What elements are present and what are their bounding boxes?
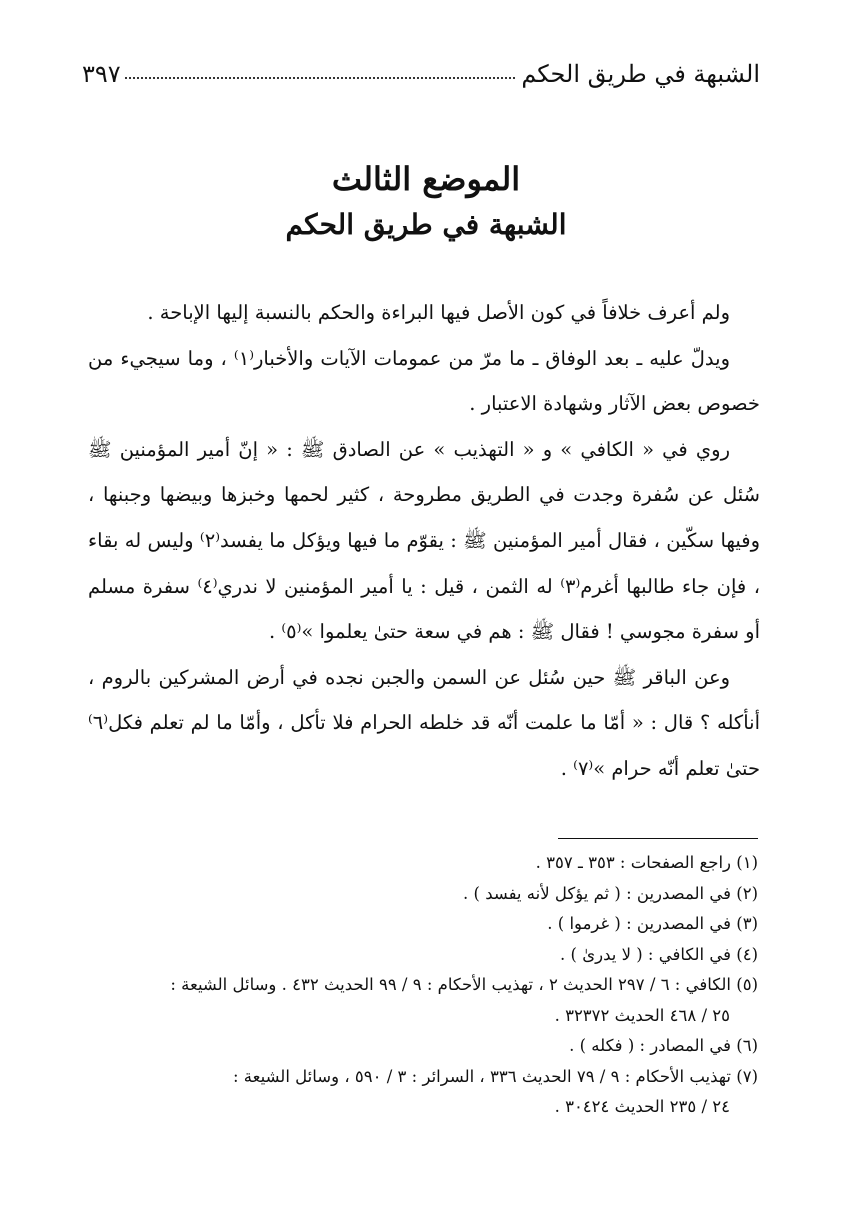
footnote [88, 848, 760, 879]
footnote-text: (٢) في المصدرين : ( ثم يؤكل لأنه يفسد ) . [463, 883, 758, 903]
page-number: ٣٩٧ [82, 60, 121, 88]
paragraph: وعن الباقر ﷺ حين سُئل عن السمن والجبن نجده في أرض المشركين بالروم ، أنأكله ؟ قال : « أمّا ما علمت أنّه قد خلطه الحرام فلا تأكل ، وأمّا ما لم تعلم فكل⁽٦⁾ حتىٰ تعلم أنّه حرام »⁽٧⁾ . [88, 665, 760, 780]
paragraph: روي في « الكافي » و « التهذيب » عن الصادق ﷺ : « إنّ أمير المؤمنين ﷺ سُئل عن سُفرة وجدت في الطريق مطروحة ، كثير لحمها وخبزها وبيضها وجبنها ، وفيها سكّين ، فقال أمير المؤمنين ﷺ : يقوّم ما فيها ويؤكل ما يفسد⁽٢⁾ وليس له بقاء ، فإن جاء طالبها أغرم⁽٣⁾ له الثمن ، قيل : يا أمير المؤمنين لا ندري⁽٤⁾ سفرة مسلم أو سفرة مجوسي ! فقال ﷺ : هم في سعة حتىٰ يعلموا »⁽٥⁾ . [88, 437, 761, 644]
footnote-continuation: ٢٥ / ٤٦٨ الحديث ٣٢٣٧٢ . [554, 1005, 730, 1025]
paragraph: ويدلّ عليه ـ بعد الوفاق ـ ما مرّ من عمومات الآيات والأخبار⁽١⁾ ، وما سيجيء من خصوص بعض الآثار وشهادة الاعتبار . [88, 346, 760, 416]
footnote-continuation: ٢٤ / ٢٣٥ الحديث ٣٠٤٢٤ . [554, 1097, 730, 1116]
section-title: الموضع الثالث [331, 160, 521, 198]
footnote [88, 879, 760, 910]
section-subtitle: الشبهة في طريق الحكم [285, 208, 567, 241]
running-title: الشبهة في طريق الحكم [521, 60, 760, 88]
dot-leader [125, 77, 516, 79]
footnote-separator [558, 838, 758, 839]
footnote-text: (٣) في المصدرين : ( غرموا ) . [547, 914, 758, 933]
footnote-text: (٥) الكافي : ٦ / ٢٩٧ الحديث ٢ ، تهذيب الأحكام : ٩ / ٩٩ الحديث ٤٣٢ . وسائل الشيعة : [170, 975, 758, 994]
footnote-text: (٤) في الكافي : ( لا يدرىٰ ) . [560, 944, 758, 964]
footnote [88, 940, 760, 971]
footnote-text: (٧) تهذيب الأحكام : ٩ / ٧٩ الحديث ٣٣٦ ، السرائر : ٣ / ٥٩٠ ، وسائل الشيعة : [233, 1066, 758, 1086]
footnote [88, 1031, 760, 1062]
footnote [88, 1062, 760, 1123]
footnote-text: (١) راجع الصفحات : ٣٥٣ ـ ٣٥٧ . [535, 853, 758, 872]
body-text [88, 290, 760, 792]
footnotes [88, 848, 760, 1123]
footnote-text: (٦) في المصادر : ( فكله ) . [569, 1036, 758, 1055]
footnote [88, 909, 760, 940]
running-header [82, 48, 760, 88]
paragraph: ولم أعرف خلافاً في كون الأصل فيها البراءة والحكم بالنسبة إليها الإباحة . [147, 301, 730, 324]
footnote [88, 970, 760, 1031]
